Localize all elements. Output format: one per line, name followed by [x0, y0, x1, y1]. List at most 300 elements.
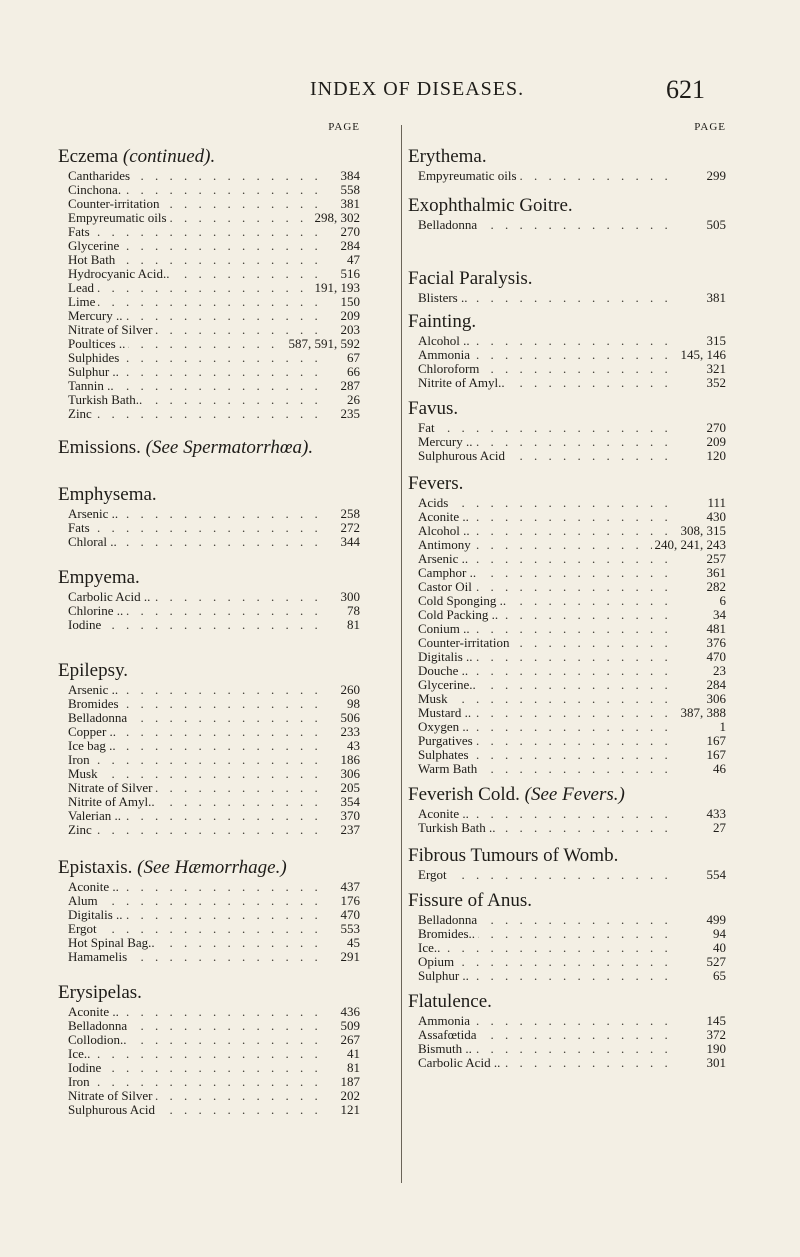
entry-remedy: Iodine [68, 618, 104, 632]
entry-remedy: Antimony [418, 538, 474, 552]
index-entry [58, 711, 398, 725]
entry-page-ref: 176 [338, 894, 361, 908]
index-section [58, 980, 398, 1117]
index-section [408, 144, 748, 183]
index-entry [58, 1075, 398, 1089]
entry-remedy: Digitalis .. [68, 908, 126, 922]
entry-remedy: Turkish Bath.. [68, 393, 145, 407]
entry-page-ref: 191, 193 [312, 281, 361, 295]
leader-dots [68, 1047, 328, 1061]
entry-page-ref: 270 [704, 421, 727, 435]
entry-page-ref: 299 [704, 169, 727, 183]
index-entry [408, 1042, 748, 1056]
entry-page-ref: 298, 302 [312, 211, 361, 225]
index-entry [58, 697, 398, 711]
entry-remedy: Nitrite of Amyl.. [68, 795, 158, 809]
entry-page-ref: 257 [704, 552, 727, 566]
entry-remedy: Aconite .. [68, 880, 122, 894]
leader-dots [418, 941, 678, 955]
index-entry [408, 334, 748, 348]
entry-remedy: Valerian .. [68, 809, 124, 823]
index-entry [58, 1089, 398, 1103]
entry-remedy: Purgatives [418, 734, 476, 748]
entry-page-ref: 361 [704, 566, 727, 580]
entry-page-ref: 167 [704, 734, 727, 748]
entry-remedy: Camphor .. [418, 566, 479, 580]
entry-page-ref: 306 [338, 767, 361, 781]
entry-remedy: Assafœtida [418, 1028, 480, 1042]
entry-remedy: Belladonna [68, 1019, 130, 1033]
index-entry [408, 496, 748, 510]
entry-remedy: Ice.. [418, 941, 443, 955]
leader-dots [68, 521, 328, 535]
index-entry [58, 618, 398, 632]
index-entry [58, 795, 398, 809]
index-entry [408, 913, 748, 927]
entry-remedy: Bromides.. [418, 927, 478, 941]
index-entry [58, 894, 398, 908]
index-entry [408, 762, 748, 776]
index-entry [408, 734, 748, 748]
entry-page-ref: 209 [704, 435, 727, 449]
leader-dots [68, 1061, 328, 1075]
entry-page-ref: 65 [710, 969, 726, 983]
index-entry [408, 692, 748, 706]
section-subtitle: (See Hæmorrhage.) [137, 857, 287, 878]
entry-remedy: Iron [68, 753, 93, 767]
column-divider [401, 125, 402, 1183]
entry-page-ref: 516 [338, 267, 361, 281]
entry-remedy: Acids [418, 496, 451, 510]
index-entry [58, 337, 398, 351]
entry-page-ref: 202 [338, 1089, 361, 1103]
entry-remedy: Ergot [68, 922, 100, 936]
entry-remedy: Musk [418, 692, 451, 706]
leader-dots [68, 753, 328, 767]
entry-page-ref: 470 [704, 650, 727, 664]
entry-page-ref: 203 [338, 323, 361, 337]
section-title: Empyema. [58, 567, 140, 588]
index-entry [58, 604, 398, 618]
index-section [408, 782, 748, 835]
entry-page-ref: 40 [710, 941, 726, 955]
leader-dots [68, 767, 328, 781]
index-entry [408, 594, 748, 608]
index-entry [58, 908, 398, 922]
section-title: Fibrous Tumours of Womb. [408, 845, 619, 866]
index-entry [408, 362, 748, 376]
entry-page-ref: 6 [717, 594, 727, 608]
section-title: Epistaxis. [58, 857, 133, 878]
entry-page-ref: 1 [717, 720, 727, 734]
index-entry [408, 720, 748, 734]
leader-dots [418, 421, 678, 435]
entry-remedy: Sulphurous Acid [68, 1103, 158, 1117]
section-title: Favus. [408, 398, 459, 419]
section-title: Emissions. [58, 437, 141, 458]
entry-page-ref: 240, 241, 243 [652, 538, 727, 552]
entry-page-ref: 433 [704, 807, 727, 821]
entry-remedy: Tannin .. [68, 379, 117, 393]
index-entry [408, 678, 748, 692]
index-entry [58, 1103, 398, 1117]
index-entry [408, 538, 748, 552]
index-entry [58, 323, 398, 337]
section-heading [58, 855, 398, 880]
leader-dots [68, 407, 328, 421]
entry-page-ref: 527 [704, 955, 727, 969]
section-heading [408, 193, 748, 218]
entry-remedy: Fat [418, 421, 438, 435]
entry-remedy: Conium .. [418, 622, 473, 636]
entry-page-ref: 187 [338, 1075, 361, 1089]
entry-remedy: Sulphur .. [68, 365, 122, 379]
index-entry [58, 225, 398, 239]
index-entry [408, 218, 748, 232]
page-column-label: PAGE [328, 121, 360, 133]
section-heading [408, 843, 748, 868]
leader-dots [68, 281, 328, 295]
index-entry [408, 969, 748, 983]
entry-page-ref: 506 [338, 711, 361, 725]
entry-page-ref: 235 [338, 407, 361, 421]
entry-remedy: Lead [68, 281, 97, 295]
entry-remedy: Alcohol .. [418, 334, 473, 348]
entry-remedy: Mercury .. [68, 309, 126, 323]
index-entry [58, 683, 398, 697]
section-title: Flatulence. [408, 991, 492, 1012]
index-entry [58, 880, 398, 894]
entry-remedy: Sulphides [68, 351, 122, 365]
entry-page-ref: 260 [338, 683, 361, 697]
index-entry [58, 507, 398, 521]
entry-page-ref: 372 [704, 1028, 727, 1042]
index-entry [408, 664, 748, 678]
page-header [0, 75, 800, 108]
leader-dots [68, 894, 328, 908]
entry-remedy: Glycerine.. [418, 678, 479, 692]
entry-remedy: Sulphurous Acid [418, 449, 508, 463]
index-entry [408, 821, 748, 835]
entry-remedy: Iron [68, 1075, 93, 1089]
entry-page-ref: 436 [338, 1005, 361, 1019]
leader-dots [68, 225, 328, 239]
entry-page-ref: 505 [704, 218, 727, 232]
index-section [408, 266, 748, 305]
section-title: Erysipelas. [58, 982, 142, 1003]
entry-page-ref: 470 [338, 908, 361, 922]
entry-page-ref: 186 [338, 753, 361, 767]
entry-remedy: Poultices .. [68, 337, 128, 351]
running-title: INDEX OF DISEASES. [310, 78, 525, 100]
index-section [58, 855, 398, 964]
entry-remedy: Belladonna [418, 913, 480, 927]
entry-remedy: Hot Spinal Bag.. [68, 936, 158, 950]
index-section [408, 471, 748, 776]
entry-remedy: Chloral .. [68, 535, 120, 549]
index-section [408, 309, 748, 390]
index-entry [58, 823, 398, 837]
entry-remedy: Counter-irritation [418, 636, 512, 650]
entry-remedy: Ice.. [68, 1047, 93, 1061]
entry-page-ref: 387, 388 [678, 706, 727, 720]
left-column [58, 120, 398, 1117]
entry-page-ref: 45 [344, 936, 360, 950]
section-heading [58, 980, 398, 1005]
index-entry [408, 927, 748, 941]
index-entry [58, 197, 398, 211]
entry-remedy: Warm Bath [418, 762, 480, 776]
entry-page-ref: 308, 315 [678, 524, 727, 538]
entry-page-ref: 381 [338, 197, 361, 211]
index-entry [58, 211, 398, 225]
section-title: Fevers. [408, 473, 464, 494]
index-entry [408, 807, 748, 821]
leader-dots [68, 922, 328, 936]
entry-remedy: Blisters .. [418, 291, 470, 305]
index-entry [58, 1005, 398, 1019]
index-entry [58, 169, 398, 183]
index-entry [58, 239, 398, 253]
leader-dots [68, 295, 328, 309]
entry-page-ref: 381 [704, 291, 727, 305]
index-entry [58, 267, 398, 281]
entry-page-ref: 150 [338, 295, 361, 309]
entry-page-ref: 111 [704, 496, 726, 510]
entry-remedy: Chlorine .. [68, 604, 126, 618]
entry-page-ref: 267 [338, 1033, 361, 1047]
index-entry [58, 1019, 398, 1033]
index-section [408, 888, 748, 983]
entry-remedy: Castor Oil [418, 580, 475, 594]
entry-page-ref: 190 [704, 1042, 727, 1056]
index-entry [408, 421, 748, 435]
entry-page-ref: 354 [338, 795, 361, 809]
entry-page-ref: 509 [338, 1019, 361, 1033]
entry-page-ref: 67 [344, 351, 360, 365]
entry-remedy: Belladonna [418, 218, 480, 232]
entry-remedy: Arsenic .. [68, 683, 121, 697]
section-title: Erythema. [408, 146, 487, 167]
entry-page-ref: 98 [344, 697, 360, 711]
entry-remedy: Sulphates [418, 748, 472, 762]
index-entry [408, 650, 748, 664]
entry-page-ref: 270 [338, 225, 361, 239]
section-heading [408, 888, 748, 913]
index-entry [408, 955, 748, 969]
index-entry [58, 309, 398, 323]
entry-remedy: Zinc [68, 823, 95, 837]
index-entry [408, 435, 748, 449]
entry-page-ref: 81 [344, 618, 360, 632]
index-entry [58, 1033, 398, 1047]
index-entry [58, 781, 398, 795]
index-entry [408, 580, 748, 594]
entry-page-ref: 481 [704, 622, 727, 636]
entry-remedy: Fats [68, 225, 93, 239]
entry-page-ref: 23 [710, 664, 726, 678]
entry-remedy: Bismuth .. [418, 1042, 475, 1056]
entry-remedy: Digitalis .. [418, 650, 476, 664]
entry-page-ref: 554 [704, 868, 727, 882]
entry-remedy: Aconite .. [418, 510, 472, 524]
section-heading [408, 396, 748, 421]
entry-remedy: Belladonna [68, 711, 130, 725]
entry-remedy: Opium [418, 955, 457, 969]
entry-remedy: Nitrate of Silver [68, 323, 155, 337]
index-entry [408, 706, 748, 720]
index-entry [58, 739, 398, 753]
entry-remedy: Aconite .. [68, 1005, 122, 1019]
entry-page-ref: 291 [338, 950, 361, 964]
section-heading [408, 471, 748, 496]
entry-remedy: Alum [68, 894, 101, 908]
entry-page-ref: 46 [710, 762, 726, 776]
index-entry [408, 524, 748, 538]
index-entry [408, 1028, 748, 1042]
index-entry [58, 253, 398, 267]
entry-page-ref: 78 [344, 604, 360, 618]
entry-page-ref: 145 [704, 1014, 727, 1028]
entry-remedy: Cold Sponging .. [418, 594, 509, 608]
index-section [58, 565, 398, 632]
index-entry [58, 590, 398, 604]
entry-remedy: Copper .. [68, 725, 119, 739]
section-heading [408, 144, 748, 169]
entry-page-ref: 81 [344, 1061, 360, 1075]
entry-page-ref: 233 [338, 725, 361, 739]
index-entry [408, 941, 748, 955]
entry-page-ref: 205 [338, 781, 361, 795]
index-entry [408, 510, 748, 524]
entry-page-ref: 430 [704, 510, 727, 524]
entry-page-ref: 41 [344, 1047, 360, 1061]
index-entry [408, 169, 748, 183]
entry-page-ref: 376 [704, 636, 727, 650]
index-entry [58, 950, 398, 964]
entry-page-ref: 34 [710, 608, 726, 622]
entry-page-ref: 66 [344, 365, 360, 379]
index-entry [58, 767, 398, 781]
index-entry [408, 1014, 748, 1028]
entry-remedy: Ammonia [418, 348, 473, 362]
leader-dots [68, 1075, 328, 1089]
index-section [58, 144, 398, 421]
index-entry [408, 748, 748, 762]
entry-page-ref: 370 [338, 809, 361, 823]
section-title: Epilepsy. [58, 660, 129, 681]
leader-dots [418, 692, 678, 706]
entry-page-ref: 587, 591, 592 [286, 337, 361, 351]
entry-page-ref: 321 [704, 362, 727, 376]
index-entry [408, 566, 748, 580]
entry-page-ref: 301 [704, 1056, 727, 1070]
entry-page-ref: 306 [704, 692, 727, 706]
index-entry [408, 291, 748, 305]
section-title: Exophthalmic Goitre. [408, 195, 573, 216]
section-heading [408, 309, 748, 334]
section-heading [408, 989, 748, 1014]
index-section [408, 989, 748, 1070]
entry-remedy: Ergot [418, 868, 450, 882]
section-heading [58, 435, 398, 460]
entry-remedy: Nitrite of Amyl.. [418, 376, 508, 390]
entry-remedy: Empyreumatic oils [418, 169, 520, 183]
entry-remedy: Mustard .. [418, 706, 474, 720]
entry-page-ref: 553 [338, 922, 361, 936]
entry-remedy: Aconite .. [418, 807, 472, 821]
section-title: Fainting. [408, 311, 477, 332]
entry-page-ref: 120 [704, 449, 727, 463]
entry-remedy: Carbolic Acid .. [68, 590, 153, 604]
index-section [58, 435, 398, 460]
entry-page-ref: 284 [704, 678, 727, 692]
entry-page-ref: 237 [338, 823, 361, 837]
entry-page-ref: 167 [704, 748, 727, 762]
entry-page-ref: 437 [338, 880, 361, 894]
entry-remedy: Hamamelis [68, 950, 130, 964]
index-entry [408, 348, 748, 362]
entry-page-ref: 352 [704, 376, 727, 390]
entry-page-ref: 282 [704, 580, 727, 594]
entry-page-ref: 27 [710, 821, 726, 835]
section-heading [58, 144, 398, 169]
index-entry [58, 379, 398, 393]
index-entry [408, 622, 748, 636]
entry-page-ref: 258 [338, 507, 361, 521]
entry-remedy: Sulphur .. [418, 969, 472, 983]
index-entry [58, 521, 398, 535]
entry-remedy: Musk [68, 767, 101, 781]
entry-remedy: Chloroform [418, 362, 482, 376]
section-title: Fissure of Anus. [408, 890, 533, 911]
entry-remedy: Cinchona. [68, 183, 124, 197]
section-heading [58, 482, 398, 507]
entry-remedy: Hydrocyanic Acid.. [68, 267, 172, 281]
index-section [408, 843, 748, 882]
entry-remedy: Hot Bath [68, 253, 118, 267]
entry-remedy: Lime [68, 295, 98, 309]
entry-page-ref: 26 [344, 393, 360, 407]
page-number: 621 [666, 75, 705, 104]
index-entry [408, 608, 748, 622]
entry-page-ref: 384 [338, 169, 361, 183]
index-entry [58, 183, 398, 197]
section-subtitle: (See Spermatorrhœa). [145, 437, 314, 458]
entry-remedy: Zinc [68, 407, 95, 421]
section-title: Facial Paralysis. [408, 268, 533, 289]
entry-remedy: Alcohol .. [418, 524, 473, 538]
index-entry [58, 407, 398, 421]
entry-remedy: Oxygen .. [418, 720, 472, 734]
index-entry [408, 376, 748, 390]
entry-page-ref: 499 [704, 913, 727, 927]
entry-page-ref: 47 [344, 253, 360, 267]
entry-remedy: Empyreumatic oils [68, 211, 170, 225]
index-entry [58, 365, 398, 379]
entry-page-ref: 272 [338, 521, 361, 535]
index-entry [58, 351, 398, 365]
index-entry [58, 1047, 398, 1061]
entry-remedy: Fats [68, 521, 93, 535]
section-title: Emphysema. [58, 484, 157, 505]
leader-dots [418, 868, 678, 882]
entry-remedy: Mercury .. [418, 435, 476, 449]
index-entry [58, 281, 398, 295]
entry-page-ref: 287 [338, 379, 361, 393]
entry-page-ref: 300 [338, 590, 361, 604]
section-heading [408, 266, 748, 291]
